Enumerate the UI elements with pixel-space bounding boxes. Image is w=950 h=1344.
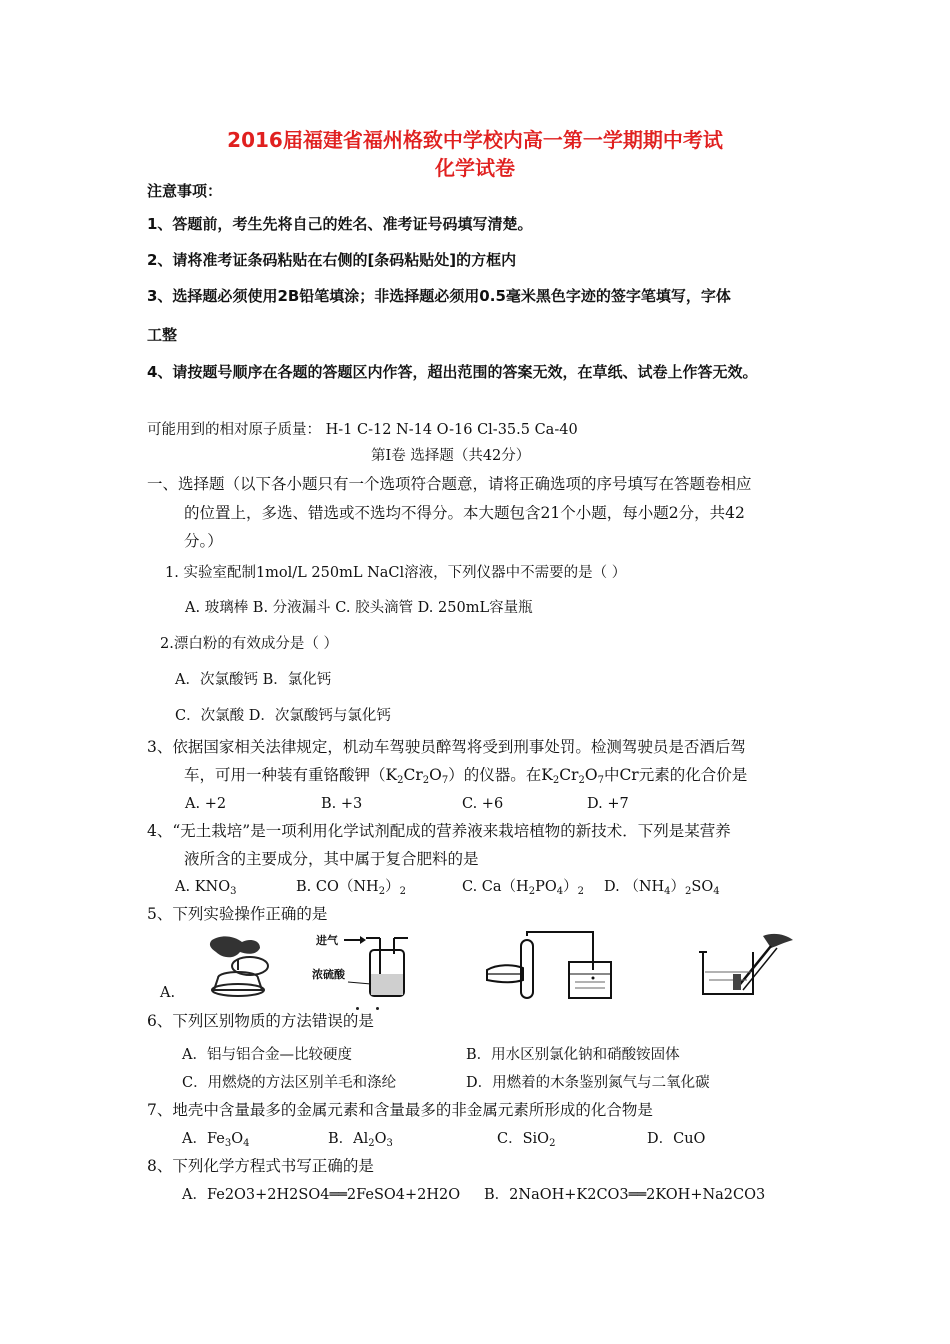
q5-stem: 5、下列实验操作正确的是 — [147, 905, 328, 923]
q4-option-a: A. $KNO_3$ — [175, 879, 237, 897]
q4-option-c: C. $Ca(H_2PO_4)_2$ — [462, 879, 584, 897]
q3-stem-2: 车，可用一种装有重铬酸钾$(K_2Cr_2O_7)$的仪器。在$K_2Cr_2O_7$中Cr元素的化合价是 — [184, 766, 748, 786]
q1-stem: 1. 实验室配制1mol/L 250mL NaCl溶液，下列仪器中不需要的是（ ） — [165, 565, 627, 581]
q7-option-b: B．$Al_2O_3$ — [328, 1131, 393, 1149]
q4-stem-2: 液所含的主要成分，其中属于复合肥料的是 — [184, 850, 479, 868]
tongs-beaker-figure — [693, 930, 803, 1002]
q6-option-d: D．用燃着的木条鉴别氮气与二氧化碳 — [466, 1075, 710, 1091]
q6-option-a: A．铝与铝合金—比较硬度 — [182, 1047, 352, 1063]
label-conc-sulfuric-acid: 浓硫酸 — [312, 968, 345, 981]
q6-option-b: B．用水区别氯化钠和硝酸铵固体 — [466, 1047, 680, 1063]
q6-option-c: C．用燃烧的方法区别羊毛和涤纶 — [182, 1075, 397, 1091]
exam-title: 2016届福建省福州格致中学校内高一第一学期期中考试 — [227, 128, 723, 152]
q2-stem: 2.漂白粉的有效成分是（ ） — [160, 636, 338, 652]
q7-option-d: D．CuO — [647, 1131, 706, 1147]
q4-option-d: D. $(NH_4)_2SO_4$ — [604, 879, 720, 897]
notice-item-3-cont: 工整 — [147, 326, 178, 344]
section-title: 第Ⅰ卷 选择题（共42分） — [371, 448, 531, 464]
section-intro-2: 的位置上，多选、错选或不选均不得分。本大题包含21个小题，每小题2分，共42 — [184, 504, 745, 522]
q2-options-2: C．次氯酸 D．次氯酸钙与氯化钙 — [175, 708, 391, 724]
emphasis-dot — [376, 1007, 379, 1010]
q3-option-c: C. +6 — [462, 796, 504, 812]
airtightness-check-figure — [483, 930, 613, 1002]
exam-subtitle: 化学试卷 — [435, 156, 515, 180]
notice-item-4: 4、请按题号顺序在各题的答题区内作答，超出范围的答案无效，在草纸、试卷上作答无效。 — [147, 363, 758, 381]
q2-options-1: A．次氯酸钙 B．氯化钙 — [175, 672, 332, 688]
section-intro-1: 一、选择题（以下各小题只有一个选项符合题意，请将正确选项的序号填写在答题卷相应 — [147, 475, 752, 493]
q7-option-c: C．SiO$_2$ — [497, 1131, 556, 1149]
q7-option-a: A．$Fe_3O_4$ — [182, 1131, 250, 1149]
q5-option-a: A. — [160, 985, 176, 1001]
label-gas-in: 进气 — [316, 934, 338, 947]
section-intro-3: 分。） — [184, 532, 223, 550]
q3-option-a: A. +2 — [185, 796, 227, 812]
q8-option-b: B．2NaOH+K2CO3══2KOH+Na2CO3 — [484, 1187, 766, 1203]
notice-heading: 注意事项： — [147, 182, 223, 200]
emphasis-dot — [356, 1007, 359, 1010]
q4-option-b: B. $CO(NH_2)_2$ — [296, 879, 406, 897]
gas-washing-bottle-figure — [308, 930, 418, 1002]
q5-figures — [198, 930, 818, 1002]
notice-item-3: 3、选择题必须使用2B铅笔填涂；非选择题必须用0.5毫米黑色字迹的签字笔填写，字体 — [147, 287, 731, 305]
q3-option-b: B. +3 — [321, 796, 363, 812]
notice-item-1: 1、答题前，考生先将自己的姓名、准考证号码填写清楚。 — [147, 215, 533, 233]
q8-option-a: A．Fe2O3+2H2SO4══2FeSO4+2H2O — [182, 1187, 461, 1203]
q1-options: A. 玻璃棒 B. 分液漏斗 C. 胶头滴管 D. 250mL容量瓶 — [185, 600, 533, 616]
q8-stem: 8、下列化学方程式书写正确的是 — [147, 1157, 374, 1175]
q7-stem: 7、地壳中含量最多的金属元素和含量最多的非金属元素所形成的化合物是 — [147, 1101, 653, 1119]
notice-item-2: 2、请将准考证条码粘贴在右侧的[条码粘贴处]的方框内 — [147, 251, 517, 269]
q3-stem-1: 3、依据国家相关法律规定，机动车驾驶员醉驾将受到刑事处罚。检测驾驶员是否酒后驾 — [147, 738, 746, 756]
q3-option-d: D. +7 — [587, 796, 629, 812]
q6-stem: 6、下列区别物质的方法错误的是 — [147, 1012, 374, 1030]
atomic-masses: 可能用到的相对原子质量： H-1 C-12 N-14 O-16 Cl-35.5 Ca-40 — [147, 422, 578, 438]
q4-stem-1: 4、“无土栽培”是一项利用化学试剂配成的营养液来栽培植物的新技术．下列是某营养 — [147, 822, 731, 840]
alcohol-lamp-figure — [198, 930, 288, 1002]
